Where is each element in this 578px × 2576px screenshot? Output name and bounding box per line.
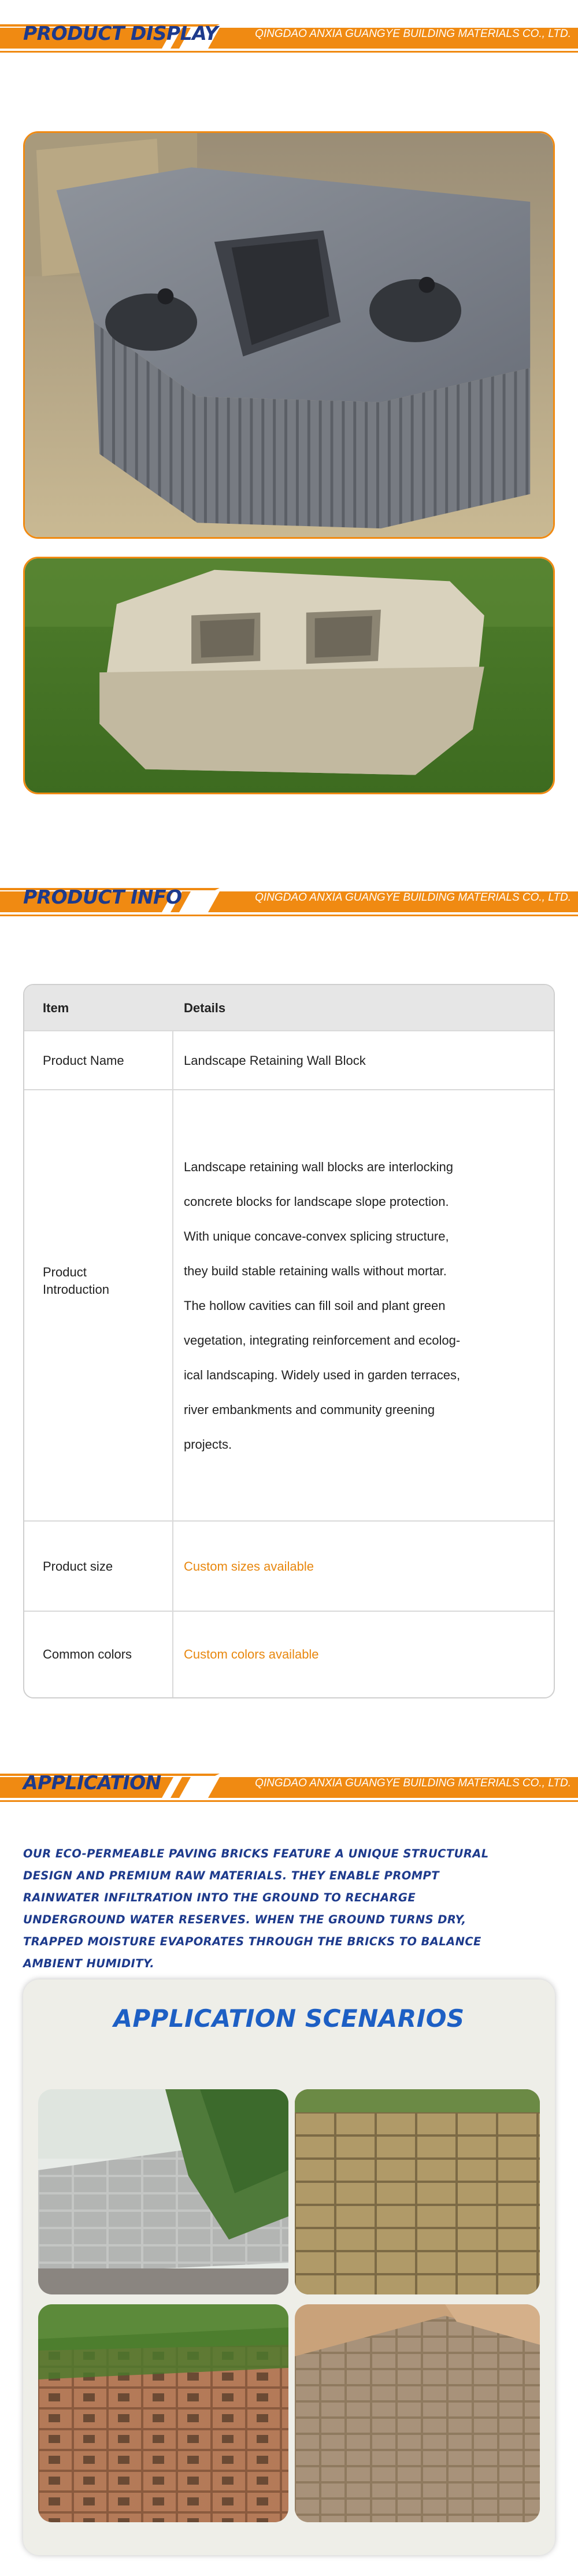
- section-title: PRODUCT INFO: [23, 886, 182, 908]
- scenario-photo-tan-wall: [295, 2089, 540, 2294]
- introduction-text: [184, 1150, 531, 1462]
- scenario-photo-grey-wall: [38, 2089, 288, 2294]
- description-line: DESIGN AND PREMIUM RAW MATERIALS. THEY ENABLE PROMPT: [23, 1869, 439, 1882]
- row-value: Landscape Retaining Wall Block: [184, 1053, 366, 1068]
- row-label: Product Name: [43, 1053, 124, 1068]
- application-description: [23, 1843, 555, 1975]
- table-header-item: Item: [43, 1001, 69, 1015]
- product-photo-beige-block: [23, 557, 555, 794]
- description-line: TRAPPED MOISTURE EVAPORATES THROUGH THE BRICKS TO BALANCE: [23, 1935, 481, 1948]
- row-label: Common colors: [43, 1647, 132, 1661]
- section-title: APPLICATION: [23, 1771, 161, 1794]
- row-label: Product size: [43, 1559, 113, 1574]
- intro-line: river embankments and community greening: [184, 1402, 435, 1417]
- row-label: [43, 1264, 109, 1298]
- section-header-display: [0, 10, 578, 58]
- company-name: QINGDAO ANXIA GUANGYE BUILDING MATERIALS CO., LTD.: [255, 891, 571, 904]
- intro-line: vegetation, integrating reinforcement and ecolog-: [184, 1333, 461, 1348]
- intro-line: projects.: [184, 1437, 232, 1452]
- product-info-table: [23, 984, 555, 1698]
- intro-line: With unique concave-convex splicing structure,: [184, 1229, 449, 1243]
- description-line: AMBIENT HUMIDITY.: [23, 1957, 155, 1970]
- company-name: QINGDAO ANXIA GUANGYE BUILDING MATERIALS CO., LTD.: [255, 28, 571, 40]
- scenario-photo-curved-wall: [295, 2304, 540, 2522]
- intro-line: ical landscaping. Widely used in garden terraces,: [184, 1368, 461, 1382]
- intro-line: The hollow cavities can fill soil and plant green: [184, 1298, 446, 1313]
- description-line: UNDERGROUND WATER RESERVES. WHEN THE GROUND TURNS DRY,: [23, 1913, 466, 1926]
- section-header-info: [0, 874, 578, 921]
- row-value: Custom sizes available: [184, 1559, 314, 1574]
- table-row-product-name: [24, 1031, 554, 1090]
- intro-line: they build stable retaining walls without mortar.: [184, 1264, 447, 1278]
- product-photo-grey-block: [23, 131, 555, 539]
- intro-line: Landscape retaining wall blocks are interlocking: [184, 1160, 453, 1174]
- intro-line: concrete blocks for landscape slope protection.: [184, 1194, 449, 1209]
- description-line: RAINWATER INFILTRATION INTO THE GROUND TO RECHARGE: [23, 1891, 416, 1904]
- row-label-line: Product: [43, 1265, 87, 1279]
- row-value: Custom colors available: [184, 1647, 319, 1661]
- section-header-application: [0, 1760, 578, 1807]
- table-header-row: [24, 985, 554, 1031]
- scenario-photo-red-wall: [38, 2304, 288, 2522]
- section-title: PRODUCT DISPLAY: [23, 22, 218, 45]
- row-label-line: Introduction: [43, 1282, 109, 1297]
- table-row-size: [24, 1522, 554, 1612]
- table-row-colors: [24, 1612, 554, 1698]
- application-scenarios-title: APPLICATION SCENARIOS: [113, 2004, 465, 2033]
- description-line: OUR ECO-PERMEABLE PAVING BRICKS FEATURE A UNIQUE STRUCTURAL: [23, 1847, 489, 1860]
- table-row-introduction: [24, 1090, 554, 1522]
- table-header-details: Details: [184, 1001, 226, 1015]
- company-name: QINGDAO ANXIA GUANGYE BUILDING MATERIALS CO., LTD.: [255, 1777, 571, 1789]
